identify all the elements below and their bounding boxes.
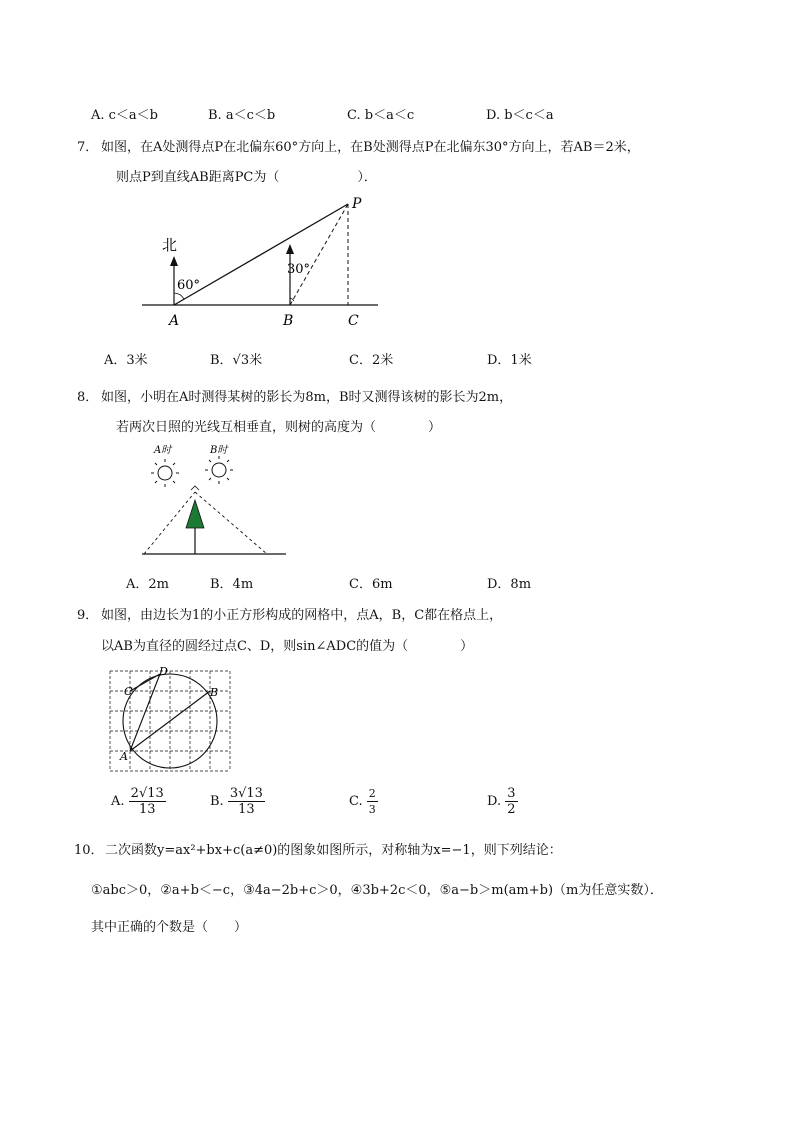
q8-option-d: D．8m (487, 577, 532, 592)
line-ap (174, 204, 348, 305)
angle-a-label: 60° (177, 278, 201, 293)
q6-option-b: B. a＜c＜b (208, 108, 276, 123)
q8-number: 8． (77, 390, 99, 405)
q7-text-line2: 则点P到直线AB距离PC为（ ）． (116, 170, 377, 185)
q9-option-c (349, 786, 378, 817)
q8-text-line2: 若两次日照的光线互相垂直，则树的高度为（ ） (116, 420, 442, 435)
q6-option-a: A. c＜a＜b (91, 108, 159, 123)
arrowhead-icon (286, 244, 294, 254)
q9-text-line1: 如图，由边长为1的小正方形构成的网格中，点A，B，C都在格点上， (101, 608, 503, 623)
arrowhead-icon (170, 256, 178, 266)
fraction: $\frac{2}{3}$ (368, 787, 376, 816)
q8-option-b: B．4m (210, 577, 254, 592)
q7-number: 7． (77, 140, 99, 155)
q10-text-line3: 其中正确的个数是（ ） (91, 920, 248, 935)
point-d-label: D (159, 665, 168, 678)
q9-number: 9． (77, 608, 99, 623)
right-angle-mark (191, 486, 199, 490)
north-label: 北 (162, 236, 178, 254)
q10-text-line1: 二次函数y=ax²+bx+c(a≠0)的图象如图所示，对称轴为x=−1，则下列结论： (105, 843, 562, 858)
angle-b-label: 30° (287, 262, 311, 277)
option-label: B. (210, 794, 224, 809)
q10-number: 10． (74, 843, 104, 858)
q6-option-c: C. b＜a＜c (347, 108, 415, 123)
label-b-time: B时 (210, 445, 228, 456)
fraction: $\frac{3√13}{13}$ (229, 786, 263, 817)
option-label: A. (111, 794, 125, 809)
point-b-label: B (283, 313, 294, 329)
q10-text-line2: ①abc＞0，②a+b＜−c，③4a−2b+c＞0，④3b+2c＜0，⑤a−b＞m(am+b)（m为任意实数）． (91, 883, 663, 898)
sun-ray-b (195, 492, 267, 554)
q9-option-b (210, 786, 265, 817)
q9-option-a (111, 786, 166, 817)
q7-option-b: B．√3米 (210, 353, 263, 368)
q8-option-a: A．2m (126, 577, 169, 592)
label-a-time: A时 (154, 445, 172, 456)
option-label: C. (349, 794, 363, 809)
point-c-label: C (124, 685, 133, 698)
q7-option-c: C．2米 (349, 353, 394, 368)
point-a-label: A (169, 313, 180, 329)
q9-option-d (487, 786, 518, 817)
fraction: $\frac{3}{2}$ (507, 786, 516, 817)
q7-figure (140, 192, 390, 332)
angle-arc-a (174, 293, 184, 299)
q6-option-d: D. b＜c＜a (486, 108, 554, 123)
q7-option-d: D．1米 (487, 353, 532, 368)
fraction: $\frac{2√13}{13}$ (130, 786, 164, 817)
line-bp (290, 204, 348, 305)
q8-figure (140, 440, 290, 560)
option-label: D. (487, 794, 502, 809)
point-c-label: C (348, 313, 359, 329)
point-b-label: B (210, 686, 219, 699)
q7-text-line1: 如图，在A处测得点P在北偏东60°方向上，在B处测得点P在北偏东30°方向上，若AB＝2米， (101, 140, 640, 155)
q8-text-line1: 如图，小明在A时测得某树的影长为8m，B时又测得该树的影长为2m， (101, 390, 513, 405)
point-a-label: A (120, 750, 128, 763)
sun-a-icon (151, 459, 179, 487)
line-cd (130, 674, 160, 691)
point-p-label: P (352, 196, 362, 212)
sun-b-icon (205, 456, 233, 484)
q7-option-a: A．3米 (104, 353, 148, 368)
tree-icon (186, 500, 204, 528)
q9-figure (104, 664, 240, 776)
q8-option-c: C．6m (349, 577, 393, 592)
q9-text-line2: 以AB为直径的圆经过点C、D，则sin∠ADC的值为（ ） (101, 639, 474, 654)
